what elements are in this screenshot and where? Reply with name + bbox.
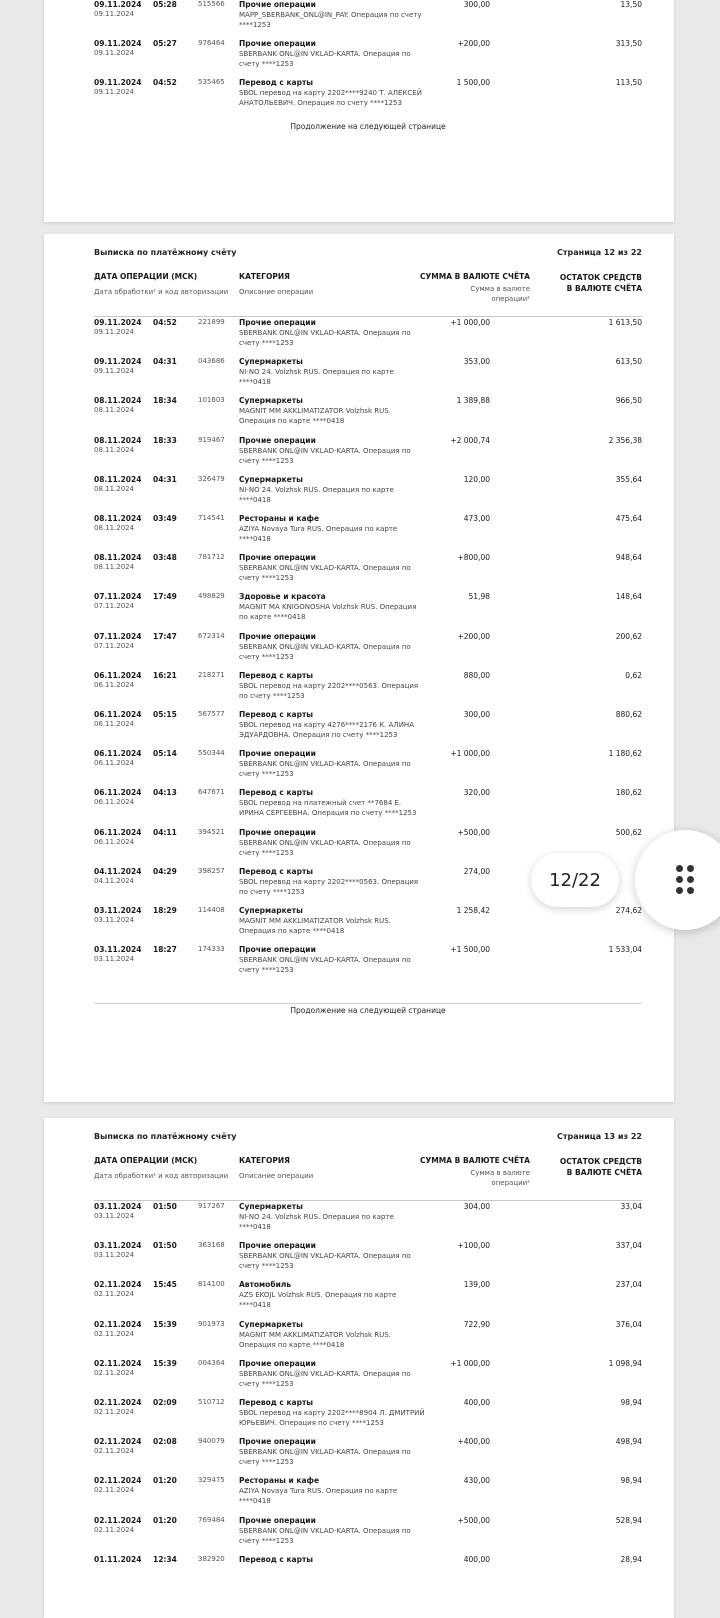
row-amount: 120,00 <box>463 474 490 484</box>
row-time: 04:52 <box>153 318 177 327</box>
row-balance: 180,62 <box>615 788 642 798</box>
row-amount: 300,00 <box>463 710 490 719</box>
row-date: 02.11.2024 <box>94 1515 142 1525</box>
row-category: Супермаркеты <box>239 474 303 484</box>
col-amount-sub: Сумма в валюте операции² <box>470 285 530 303</box>
row-processing-date: 07.11.2024 <box>94 602 135 611</box>
row-auth-code: 940079 <box>198 1437 225 1446</box>
row-time: 01:20 <box>153 1515 177 1525</box>
row-balance: 113,50 <box>615 78 642 88</box>
row-date: 08.11.2024 <box>94 474 142 484</box>
table-row <box>94 39 642 78</box>
row-description: SBOL перевод на карту 2202****8904 Л. ДМИТРИЙ ЮРЬЕВИЧ. Операция по счету ****1253 <box>239 1409 425 1427</box>
row-amount: 1 500,00 <box>456 78 490 88</box>
row-auth-code: 114408 <box>198 906 225 914</box>
row-description: SBOL перевод на карту 4276****2176 К. АЛИНА ЭДУАРДОВНА. Операция по счету ****1253 <box>239 721 414 739</box>
row-category: Прочие операции <box>239 945 316 955</box>
row-balance: 313,50 <box>615 39 642 49</box>
row-category: Супермаркеты <box>239 357 303 367</box>
row-amount: 430,00 <box>463 1476 490 1486</box>
row-description: SBERBANK ONL@IN VKLAD-KARTA. Операция по счету ****1253 <box>239 642 411 661</box>
column-headers <box>94 1156 642 1201</box>
row-processing-date: 09.11.2024 <box>94 328 135 336</box>
row-description: AZIYA Novaya Tura RUS. Операция по карте ****0418 <box>239 525 398 543</box>
row-balance: 355,64 <box>615 474 642 484</box>
row-balance: 1 533,04 <box>608 945 642 955</box>
row-auth-code: 976464 <box>198 39 225 48</box>
col-category-sub: Описание операции <box>239 1172 314 1180</box>
row-balance: 528,94 <box>615 1515 642 1525</box>
row-time: 17:49 <box>153 592 177 602</box>
statement-page-13 <box>44 1118 674 1618</box>
row-time: 04:29 <box>153 866 177 876</box>
row-processing-date: 02.11.2024 <box>94 1290 135 1299</box>
row-amount: 1 258,42 <box>456 906 490 915</box>
row-amount: 880,00 <box>463 670 490 680</box>
row-description: SBERBANK ONL@IN VKLAD-KARTA. Операция по счету ****1253 <box>239 1448 411 1467</box>
table-row <box>94 1241 642 1280</box>
continued-note: Продолжение на следующей странице <box>290 1006 446 1015</box>
row-description: SBERBANK ONL@IN VKLAD-KARTA. Операция по счету ****1253 <box>239 838 411 857</box>
table-row <box>94 475 642 514</box>
table-row <box>94 1320 642 1359</box>
row-category: Автомобиль <box>239 1280 292 1290</box>
row-processing-date: 09.11.2024 <box>94 88 135 97</box>
row-balance: 337,04 <box>615 1241 642 1251</box>
row-time: 15:39 <box>153 1319 177 1329</box>
row-category: Перевод с карты <box>239 1554 314 1564</box>
row-amount: 400,00 <box>463 1554 490 1564</box>
row-auth-code: 919467 <box>198 435 225 444</box>
row-description: SBOL перевод на платежный счет **7684 Е. ИРИНА СЕРГЕЕВНА. Операция по счету ****1253 <box>239 799 417 818</box>
row-processing-date: 03.11.2024 <box>94 1212 135 1220</box>
row-processing-date: 08.11.2024 <box>94 563 135 572</box>
row-category: Прочие операции <box>239 1241 316 1251</box>
row-balance: 2 356,38 <box>608 435 642 445</box>
row-time: 05:14 <box>153 749 177 759</box>
row-balance: 1 098,94 <box>608 1358 642 1368</box>
row-category: Прочие операции <box>239 631 316 641</box>
row-time: 01:50 <box>153 1241 177 1251</box>
row-auth-code: 781712 <box>198 553 225 562</box>
col-date-sub: Дата обработки¹ и код авторизации <box>94 1172 229 1180</box>
row-time: 18:27 <box>153 945 177 955</box>
row-amount: 353,00 <box>463 357 490 367</box>
row-description: NI-NO 24. Volzhsk RUS. Операция по карте ****0418 <box>239 1213 394 1231</box>
table-row <box>94 749 642 788</box>
row-time: 04:31 <box>153 474 177 484</box>
row-description: AZS EKOJL Volzhsk RUS. Операция по карте ****0418 <box>239 1291 397 1310</box>
col-category: КАТЕГОРИЯ <box>239 272 290 281</box>
row-time: 04:11 <box>153 827 177 837</box>
row-balance: 98,94 <box>620 1398 642 1407</box>
row-balance: 28,94 <box>620 1554 642 1564</box>
row-auth-code: 221899 <box>198 318 225 326</box>
row-time: 05:28 <box>153 0 177 9</box>
row-category: Здоровье и красота <box>239 592 326 602</box>
row-auth-code: 814100 <box>198 1280 225 1289</box>
row-auth-code: 510712 <box>198 1398 225 1406</box>
row-amount: +1 000,00 <box>450 318 490 327</box>
row-date: 06.11.2024 <box>94 788 142 798</box>
row-time: 17:47 <box>153 631 177 641</box>
row-processing-date: 03.11.2024 <box>94 955 135 964</box>
row-balance: 613,50 <box>615 357 642 367</box>
col-amount-sub: Сумма в валюте операции² <box>470 1169 530 1187</box>
row-time: 03:49 <box>153 514 177 523</box>
row-date: 06.11.2024 <box>94 670 142 680</box>
table-row <box>94 788 642 827</box>
row-auth-code: 326479 <box>198 474 225 483</box>
row-amount: 722,90 <box>463 1319 490 1329</box>
row-balance: 475,64 <box>615 514 642 523</box>
divider <box>94 1003 642 1004</box>
row-amount: +800,00 <box>457 553 490 563</box>
row-balance: 500,62 <box>615 827 642 837</box>
row-date: 03.11.2024 <box>94 1202 142 1211</box>
row-auth-code: 647671 <box>198 788 225 797</box>
row-processing-date: 09.11.2024 <box>94 367 135 376</box>
row-date: 02.11.2024 <box>94 1437 142 1447</box>
row-auth-code: 672314 <box>198 631 225 640</box>
row-date: 09.11.2024 <box>94 357 142 367</box>
row-amount: +1 000,00 <box>450 1358 490 1368</box>
row-processing-date: 06.11.2024 <box>94 798 135 807</box>
row-auth-code: 567577 <box>198 710 225 718</box>
row-auth-code: 218271 <box>198 670 225 679</box>
row-description: AZIYA Novaya Tura RUS. Операция по карте ****0418 <box>239 1487 398 1506</box>
row-description: MAGNIT MM AKKLIMATIZATOR Volzhsk RUS. Операция по карте ****0418 <box>239 917 391 935</box>
row-category: Прочие операции <box>239 553 316 563</box>
row-auth-code: 498829 <box>198 592 225 601</box>
row-processing-date: 06.11.2024 <box>94 837 135 846</box>
row-date: 02.11.2024 <box>94 1398 142 1407</box>
row-category: Рестораны и кафе <box>239 1476 320 1486</box>
row-amount: 304,00 <box>463 1202 490 1211</box>
row-auth-code: 714541 <box>198 514 225 522</box>
row-balance: 200,62 <box>615 631 642 641</box>
row-auth-code: 174333 <box>198 945 225 954</box>
row-balance: 966,50 <box>615 396 642 406</box>
row-balance: 948,64 <box>615 553 642 563</box>
col-category-sub: Описание операции <box>239 288 314 296</box>
row-amount: +500,00 <box>457 827 490 837</box>
col-date: ДАТА ОПЕРАЦИИ (МСК) <box>94 1156 198 1165</box>
row-time: 18:33 <box>153 435 177 445</box>
row-amount: +200,00 <box>457 631 490 641</box>
row-processing-date: 08.11.2024 <box>94 484 135 493</box>
row-amount: +1 000,00 <box>450 749 490 759</box>
row-processing-date: 03.11.2024 <box>94 1251 135 1260</box>
row-auth-code: 550344 <box>198 749 225 758</box>
statement-page-11 <box>44 0 674 222</box>
continued-note: Продолжение на следующей странице <box>290 122 446 131</box>
row-date: 09.11.2024 <box>94 39 142 49</box>
row-description: SBERBANK ONL@IN VKLAD-KARTA. Операция по счету ****1253 <box>239 50 411 69</box>
row-time: 15:45 <box>153 1280 177 1290</box>
table-row <box>94 514 642 553</box>
row-processing-date: 06.11.2024 <box>94 759 135 768</box>
row-category: Прочие операции <box>239 827 316 837</box>
table-row <box>94 1359 642 1398</box>
row-description: SBERBANK ONL@IN VKLAD-KARTA. Операция по счету ****1253 <box>239 1369 411 1388</box>
statement-title: Выписка по платёжному счёту <box>94 248 237 257</box>
col-balance: ОСТАТОК СРЕДСТВ В ВАЛЮТЕ СЧЁТА <box>559 273 642 293</box>
row-description: SBERBANK ONL@IN VKLAD-KARTA. Операция по счету ****1253 <box>239 564 411 583</box>
row-processing-date: 07.11.2024 <box>94 641 135 650</box>
row-time: 02:08 <box>153 1437 177 1447</box>
table-row <box>94 78 642 117</box>
row-amount: +2 000,74 <box>450 435 490 445</box>
row-processing-date: 02.11.2024 <box>94 1447 135 1456</box>
table-row <box>94 592 642 631</box>
row-date: 02.11.2024 <box>94 1280 142 1290</box>
row-balance: 274,62 <box>615 906 642 915</box>
row-category: Прочие операции <box>239 1515 316 1525</box>
row-category: Прочие операции <box>239 39 316 49</box>
row-date: 09.11.2024 <box>94 0 142 9</box>
row-processing-date: 03.11.2024 <box>94 916 135 924</box>
row-processing-date: 02.11.2024 <box>94 1368 135 1377</box>
row-time: 16:21 <box>153 670 177 680</box>
table-row <box>94 945 642 984</box>
row-processing-date: 06.11.2024 <box>94 720 135 728</box>
row-balance: 1 180,62 <box>608 749 642 759</box>
row-category: Рестораны и кафе <box>239 514 320 523</box>
row-time: 01:50 <box>153 1202 177 1211</box>
row-category: Прочие операции <box>239 1437 316 1447</box>
row-category: Супермаркеты <box>239 396 303 406</box>
table-row <box>94 1516 642 1555</box>
row-time: 04:52 <box>153 78 177 88</box>
row-processing-date: 02.11.2024 <box>94 1408 135 1416</box>
row-category: Перевод с карты <box>239 78 314 88</box>
row-date: 09.11.2024 <box>94 318 142 327</box>
row-description: SBERBANK ONL@IN VKLAD-KARTA. Операция по счету ****1253 <box>239 1252 411 1271</box>
row-auth-code: 535465 <box>198 78 225 87</box>
row-date: 06.11.2024 <box>94 749 142 759</box>
row-time: 15:39 <box>153 1358 177 1368</box>
row-time: 04:31 <box>153 357 177 367</box>
row-processing-date: 02.11.2024 <box>94 1486 135 1495</box>
row-date: 02.11.2024 <box>94 1319 142 1329</box>
row-amount: 274,00 <box>463 866 490 876</box>
row-description: NI-NO 24. Volzhsk RUS. Операция по карте ****0418 <box>239 368 394 387</box>
row-amount: 300,00 <box>463 0 490 9</box>
row-processing-date: 06.11.2024 <box>94 680 135 689</box>
row-balance: 98,94 <box>620 1476 642 1486</box>
table-row <box>94 1476 642 1515</box>
table-row <box>94 1202 642 1241</box>
row-auth-code: 101603 <box>198 396 225 405</box>
row-category: Супермаркеты <box>239 906 303 915</box>
row-amount: 400,00 <box>463 1398 490 1407</box>
row-description: SBERBANK ONL@IN VKLAD-KARTA. Операция по счету ****1253 <box>239 956 411 975</box>
row-amount: 139,00 <box>463 1280 490 1290</box>
row-amount: +1 500,00 <box>450 945 490 955</box>
row-time: 18:34 <box>153 396 177 406</box>
row-date: 08.11.2024 <box>94 435 142 445</box>
row-balance: 0,62 <box>625 670 642 680</box>
row-description: SBERBANK ONL@IN VKLAD-KARTA. Операция по счету ****1253 <box>239 1526 411 1545</box>
table-row <box>94 906 642 945</box>
row-category: Перевод с карты <box>239 670 314 680</box>
col-balance: ОСТАТОК СРЕДСТВ В ВАЛЮТЕ СЧЁТА <box>559 1157 642 1177</box>
row-auth-code: 769484 <box>198 1515 225 1524</box>
row-time: 05:15 <box>153 710 177 719</box>
table-row <box>94 0 642 39</box>
row-auth-code: 901973 <box>198 1319 225 1328</box>
table-row <box>94 1437 642 1476</box>
row-time: 18:29 <box>153 906 177 915</box>
col-category: КАТЕГОРИЯ <box>239 1156 290 1165</box>
statement-page-12 <box>44 234 674 1102</box>
table-row <box>94 1555 642 1594</box>
row-amount: +100,00 <box>457 1241 490 1251</box>
row-auth-code: 043686 <box>198 357 225 366</box>
col-date: ДАТА ОПЕРАЦИИ (МСК) <box>94 272 198 281</box>
row-category: Перевод с карты <box>239 788 314 798</box>
table-row <box>94 1398 642 1437</box>
row-date: 06.11.2024 <box>94 827 142 837</box>
row-amount: +200,00 <box>457 39 490 49</box>
row-description: MAPP_SBERBANK_ONL@IN_PAY. Операция по счету ****1253 <box>239 11 422 29</box>
row-processing-date: 08.11.2024 <box>94 445 135 454</box>
row-category: Прочие операции <box>239 435 316 445</box>
row-description: SBERBANK ONL@IN VKLAD-KARTA. Операция по счету ****1253 <box>239 446 411 465</box>
col-amount: СУММА В ВАЛЮТЕ СЧЁТА <box>420 272 530 281</box>
row-description: SBOL перевод на карту 2202****9240 Т. АЛЕКСЕЙ АНАТОЛЬЕВИЧ. Операция по счету ****1253 <box>239 89 422 108</box>
row-amount: +500,00 <box>457 1515 490 1525</box>
table-row <box>94 318 642 357</box>
row-date: 08.11.2024 <box>94 553 142 563</box>
row-processing-date: 08.11.2024 <box>94 524 135 532</box>
row-auth-code: 515566 <box>198 0 225 8</box>
row-processing-date: 04.11.2024 <box>94 876 135 885</box>
row-balance: 148,64 <box>615 592 642 602</box>
table-row <box>94 357 642 396</box>
row-category: Супермаркеты <box>239 1319 303 1329</box>
statement-title: Выписка по платёжному счёту <box>94 1132 237 1141</box>
table-row <box>94 632 642 671</box>
row-auth-code: 329475 <box>198 1476 225 1485</box>
row-description: NI-NO 24. Volzhsk RUS. Операция по карте ****0418 <box>239 485 394 504</box>
row-auth-code: 398257 <box>198 866 225 875</box>
row-time: 01:20 <box>153 1476 177 1486</box>
row-auth-code: 004364 <box>198 1358 225 1367</box>
row-description: MAGNIT MM AKKLIMATIZATOR Volzhsk RUS. Операция по карте ****0418 <box>239 407 391 426</box>
row-time: 12:34 <box>153 1554 177 1564</box>
row-date: 04.11.2024 <box>94 866 142 876</box>
row-auth-code: 917267 <box>198 1202 225 1210</box>
row-description: MAGNIT MA KNIGONOSHA Volzhsk RUS. Операция по карте ****0418 <box>239 603 417 622</box>
row-category: Прочие операции <box>239 1358 316 1368</box>
col-date-sub: Дата обработки¹ и код авторизации <box>94 288 229 296</box>
table-row <box>94 1280 642 1319</box>
table-row <box>94 396 642 435</box>
page-indicator-label: 12/22 <box>549 869 601 891</box>
row-auth-code: 394521 <box>198 827 225 836</box>
row-processing-date: 02.11.2024 <box>94 1329 135 1338</box>
row-category: Супермаркеты <box>239 1202 303 1211</box>
row-auth-code: 363168 <box>198 1241 225 1250</box>
row-category: Прочие операции <box>239 318 316 327</box>
row-description: SBOL перевод на карту 2202****0563. Операция по счету ****1253 <box>239 681 419 700</box>
row-amount: 320,00 <box>463 788 490 798</box>
row-time: 04:13 <box>153 788 177 798</box>
page-number: Страница 12 из 22 <box>557 248 642 257</box>
row-date: 03.11.2024 <box>94 906 142 915</box>
row-description: SBERBANK ONL@IN VKLAD-KARTA. Операция по счету ****1253 <box>239 760 411 779</box>
table-row <box>94 710 642 749</box>
row-balance: 880,62 <box>615 710 642 719</box>
row-time: 03:48 <box>153 553 177 563</box>
page-number: Страница 13 из 22 <box>557 1132 642 1141</box>
row-date: 09.11.2024 <box>94 78 142 88</box>
col-amount: СУММА В ВАЛЮТЕ СЧЁТА <box>420 1156 530 1165</box>
row-date: 08.11.2024 <box>94 514 142 523</box>
row-amount: 51,98 <box>468 592 490 602</box>
table-row <box>94 671 642 710</box>
row-balance: 33,04 <box>620 1202 642 1211</box>
row-auth-code: 382920 <box>198 1554 225 1563</box>
row-date: 03.11.2024 <box>94 945 142 955</box>
row-processing-date: 08.11.2024 <box>94 406 135 415</box>
table-row <box>94 436 642 475</box>
row-date: 08.11.2024 <box>94 396 142 406</box>
row-date: 06.11.2024 <box>94 710 142 719</box>
row-description: SBERBANK ONL@IN VKLAD-KARTA. Операция по счету ****1253 <box>239 329 411 347</box>
row-amount: 473,00 <box>463 514 490 523</box>
row-balance: 1 613,50 <box>608 318 642 327</box>
row-category: Перевод с карты <box>239 710 314 719</box>
row-category: Перевод с карты <box>239 1398 314 1407</box>
row-date: 07.11.2024 <box>94 631 142 641</box>
row-amount: 1 389,88 <box>456 396 490 406</box>
row-date: 02.11.2024 <box>94 1476 142 1486</box>
row-category: Прочие операции <box>239 0 316 9</box>
row-balance: 13,50 <box>620 0 642 9</box>
row-processing-date: 09.11.2024 <box>94 10 135 18</box>
row-description: SBOL перевод на карту 2202****0563. Операция по счету ****1253 <box>239 877 419 896</box>
page-indicator[interactable] <box>531 853 619 907</box>
row-date: 03.11.2024 <box>94 1241 142 1251</box>
row-time: 05:27 <box>153 39 177 49</box>
row-date: 01.11.2024 <box>94 1554 142 1564</box>
table-row <box>94 553 642 592</box>
row-balance: 237,04 <box>615 1280 642 1290</box>
row-balance: 376,04 <box>615 1319 642 1329</box>
row-date: 07.11.2024 <box>94 592 142 602</box>
row-processing-date: 09.11.2024 <box>94 49 135 58</box>
row-amount: +400,00 <box>457 1437 490 1447</box>
row-date: 02.11.2024 <box>94 1358 142 1368</box>
row-time: 02:09 <box>153 1398 177 1407</box>
row-category: Прочие операции <box>239 749 316 759</box>
row-description: MAGNIT MM AKKLIMATIZATOR Volzhsk RUS. Операция по карте ****0418 <box>239 1330 391 1349</box>
row-category: Перевод с карты <box>239 866 314 876</box>
column-headers <box>94 272 642 317</box>
row-processing-date: 02.11.2024 <box>94 1525 135 1534</box>
row-balance: 498,94 <box>615 1437 642 1447</box>
